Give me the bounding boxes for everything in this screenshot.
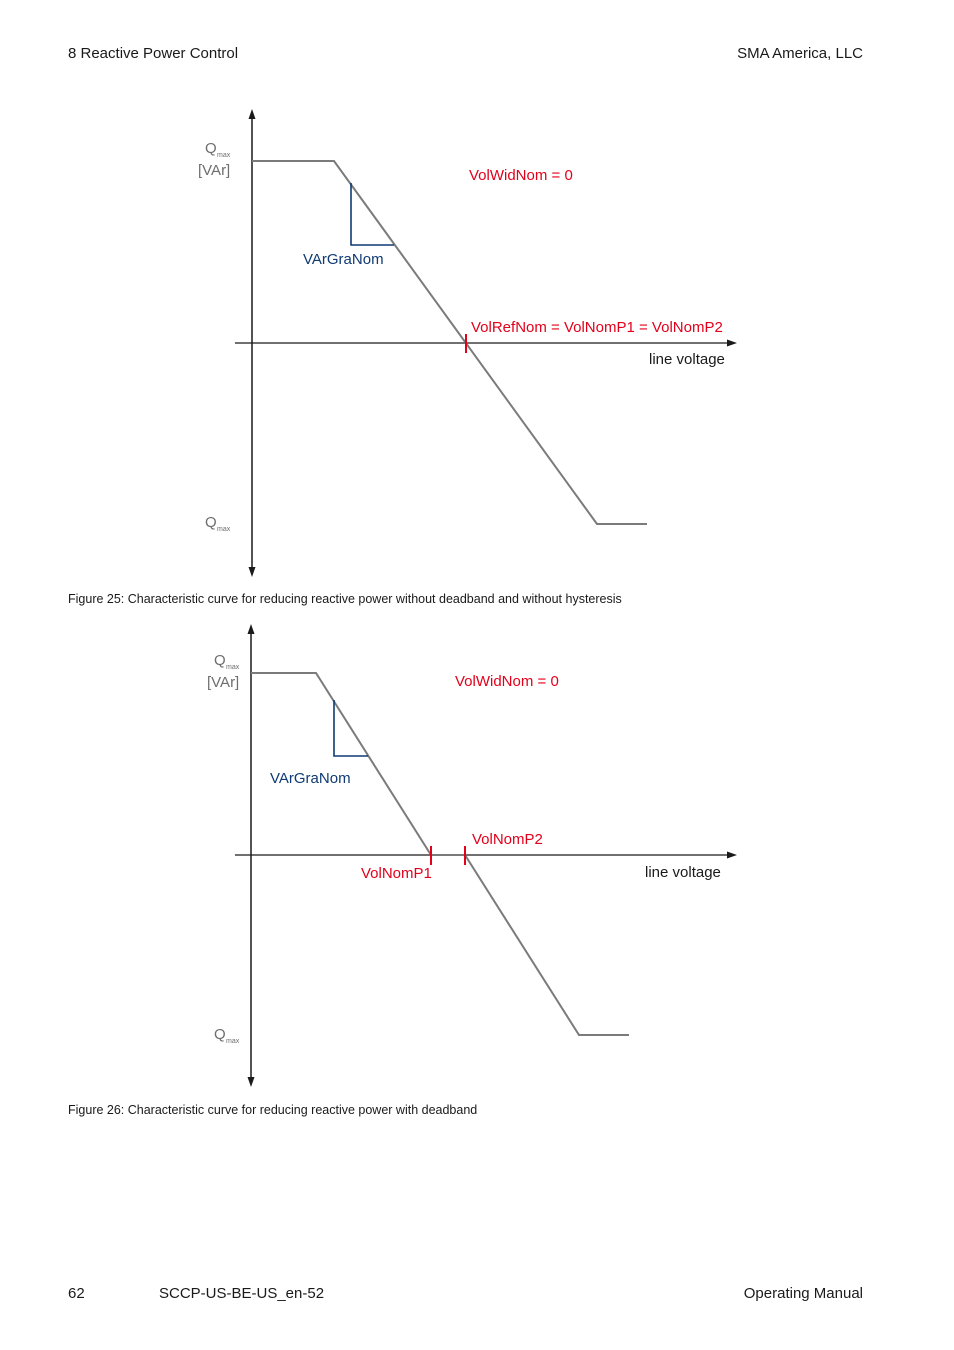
page-number: 62 [68, 1285, 85, 1302]
q-max-bottom-label: Q [214, 1026, 226, 1043]
document-type: Operating Manual [743, 1285, 863, 1302]
vol-nom-p1-label: VolNomP1 [361, 865, 432, 882]
q-max-top-sub: max [217, 152, 231, 159]
x-axis-label: line voltage [645, 864, 721, 881]
q-max-top-label: Q [214, 652, 226, 669]
figure-25-caption: Figure 25: Characteristic curve for reducing reactive power without deadband and without hysteresis [68, 592, 622, 606]
x-axis-label: line voltage [649, 351, 725, 368]
q-max-top-sub: max [226, 664, 240, 671]
q-max-bottom-sub: max [217, 526, 231, 533]
document-code: SCCP-US-BE-US_en-52 [159, 1285, 325, 1302]
vol-wid-nom-label: VolWidNom = 0 [469, 167, 573, 184]
vol-nom-p2-label: VolNomP2 [472, 831, 543, 848]
vol-wid-nom-label: VolWidNom = 0 [455, 673, 559, 690]
y-axis-arrow-down [248, 1077, 255, 1087]
figure-26-diagram [0, 610, 954, 1110]
q-max-top-label: Q [205, 140, 217, 157]
x-axis-arrow [727, 340, 737, 347]
unit-label: [VAr] [198, 162, 231, 179]
gradient-label: VArGraNom [303, 251, 384, 268]
y-axis-arrow-up [249, 109, 256, 119]
company-name: SMA America, LLC [737, 45, 863, 62]
q-max-bottom-sub: max [226, 1038, 240, 1045]
unit-label: [VAr] [207, 674, 240, 691]
section-title: 8 Reactive Power Control [68, 45, 239, 62]
y-axis-arrow-up [248, 624, 255, 634]
figure-25-diagram [0, 0, 954, 600]
gradient-label: VArGraNom [270, 770, 351, 787]
x-axis-arrow [727, 852, 737, 859]
figure-26-caption: Figure 26: Characteristic curve for reducing reactive power with deadband [68, 1103, 478, 1117]
vol-ref-nom-label: VolRefNom = VolNomP1 = VolNomP2 [471, 319, 723, 336]
y-axis-arrow-down [249, 567, 256, 577]
characteristic-curve [251, 673, 629, 1035]
q-max-bottom-label: Q [205, 514, 217, 531]
